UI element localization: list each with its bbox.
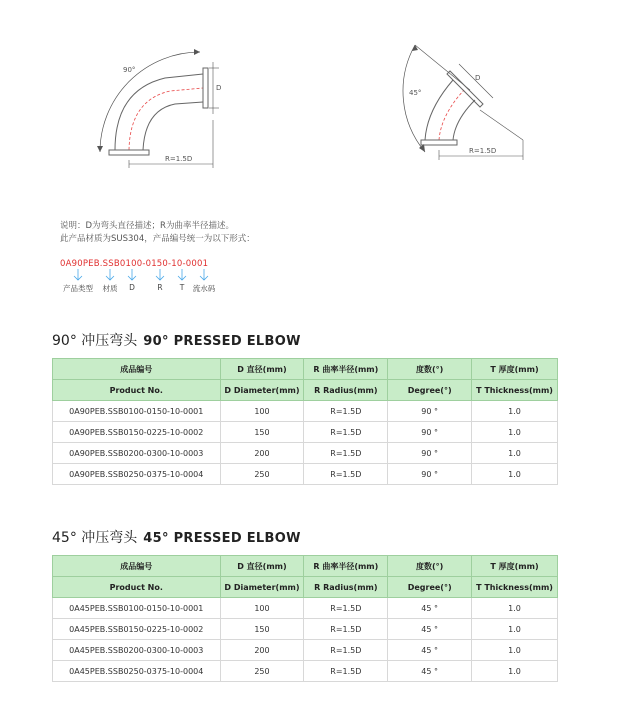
arrow-down-icon	[178, 269, 186, 280]
cell: 150	[220, 619, 304, 640]
cell: 250	[220, 464, 304, 485]
cell: 1.0	[472, 598, 558, 619]
cell: 100	[220, 401, 304, 422]
code-label-material: 材质	[102, 284, 118, 293]
cell: 1.0	[472, 661, 558, 682]
notes	[60, 220, 255, 246]
cell: R=1.5D	[304, 619, 388, 640]
section-90-title	[52, 330, 301, 350]
col-header: D Diameter(mm)	[220, 577, 304, 598]
elbow-45-drawing	[395, 40, 535, 175]
col-header: 度数(°)	[388, 359, 472, 380]
elbow-45-d-label: D	[475, 74, 481, 82]
col-header: T Thickness(mm)	[472, 577, 558, 598]
col-header: D 直径(mm)	[220, 556, 304, 577]
section-45-title-en: 45° PRESSED ELBOW	[143, 531, 301, 546]
arrow-down-icon	[156, 269, 164, 280]
cell: 1.0	[472, 443, 558, 464]
spec-table-90	[52, 358, 558, 485]
col-header: R 曲率半径(mm)	[304, 556, 388, 577]
cell: 90 °	[388, 464, 472, 485]
cell: 100	[220, 598, 304, 619]
elbow-45-angle-label: 45°	[409, 89, 422, 97]
cell: 0A90PEB.SSB0150-0225-10-0002	[53, 422, 221, 443]
col-header: 成品编号	[53, 359, 221, 380]
elbow-90-r-label: R=1.5D	[165, 155, 193, 163]
cell: R=1.5D	[304, 401, 388, 422]
cell: 1.0	[472, 401, 558, 422]
cell: 1.0	[472, 619, 558, 640]
spec-table-45	[52, 555, 558, 682]
table-row	[53, 598, 558, 619]
table-row	[53, 422, 558, 443]
cell: 0A90PEB.SSB0250-0375-10-0004	[53, 464, 221, 485]
table-header-row-cn	[53, 556, 558, 577]
cell: 0A45PEB.SSB0150-0225-10-0002	[53, 619, 221, 640]
table-row	[53, 619, 558, 640]
cell: R=1.5D	[304, 661, 388, 682]
section-45-title-cn: 45° 冲压弯头	[52, 530, 138, 546]
col-header: T 厚度(mm)	[472, 359, 558, 380]
cell: 1.0	[472, 640, 558, 661]
col-header: R Radius(mm)	[304, 577, 388, 598]
col-header: R 曲率半径(mm)	[304, 359, 388, 380]
elbow-45-r-label: R=1.5D	[469, 147, 497, 155]
cell: 200	[220, 640, 304, 661]
code-labels	[60, 283, 230, 295]
cell: R=1.5D	[304, 640, 388, 661]
section-90-title-en: 90° PRESSED ELBOW	[143, 334, 301, 349]
cell: R=1.5D	[304, 443, 388, 464]
cell: 0A45PEB.SSB0200-0300-10-0003	[53, 640, 221, 661]
col-header: Product No.	[53, 380, 221, 401]
section-90-title-cn: 90° 冲压弯头	[52, 333, 138, 349]
code-label-serial: 流水码	[192, 284, 216, 293]
cell: 45 °	[388, 619, 472, 640]
col-header: Degree(°)	[388, 577, 472, 598]
cell: 90 °	[388, 401, 472, 422]
arrow-down-icon	[106, 269, 114, 280]
col-header: Product No.	[53, 577, 221, 598]
table-row	[53, 661, 558, 682]
table-header-row-en	[53, 577, 558, 598]
elbow-90-d-label: D	[216, 84, 222, 92]
note-line-2: 此产品材质为SUS304，产品编号统一为以下形式：	[60, 234, 255, 244]
product-code-example: 0A90PEB.SSB0100-0150-10-0001	[60, 259, 209, 269]
col-header: R Radius(mm)	[304, 380, 388, 401]
col-header: 成品编号	[53, 556, 221, 577]
col-header: T Thickness(mm)	[472, 380, 558, 401]
table-row	[53, 640, 558, 661]
cell: 45 °	[388, 661, 472, 682]
col-header: D 直径(mm)	[220, 359, 304, 380]
cell: R=1.5D	[304, 422, 388, 443]
cell: 90 °	[388, 443, 472, 464]
col-header: Degree(°)	[388, 380, 472, 401]
code-label-r: R	[157, 283, 163, 292]
note-line-1: 说明：D为弯头直径描述；R为曲率半径描述。	[60, 221, 234, 231]
cell: R=1.5D	[304, 464, 388, 485]
cell: 250	[220, 661, 304, 682]
table-row	[53, 401, 558, 422]
cell: 1.0	[472, 464, 558, 485]
elbow-90-drawing	[85, 40, 225, 175]
table-row	[53, 464, 558, 485]
arrow-down-icon	[128, 269, 136, 280]
arrow-down-icon	[200, 269, 208, 280]
code-label-type: 产品类型	[63, 284, 93, 293]
cell: 90 °	[388, 422, 472, 443]
col-header: D Diameter(mm)	[220, 380, 304, 401]
table-row	[53, 443, 558, 464]
cell: 200	[220, 443, 304, 464]
code-label-d: D	[129, 283, 135, 292]
elbow-90-angle-label: 90°	[123, 66, 136, 74]
col-header: T 厚度(mm)	[472, 556, 558, 577]
cell: 0A90PEB.SSB0200-0300-10-0003	[53, 443, 221, 464]
table-header-row-en	[53, 380, 558, 401]
cell: 0A45PEB.SSB0250-0375-10-0004	[53, 661, 221, 682]
cell: 45 °	[388, 640, 472, 661]
arrow-down-icon	[74, 269, 82, 280]
cell: 45 °	[388, 598, 472, 619]
cell: 1.0	[472, 422, 558, 443]
section-45-title	[52, 527, 301, 547]
table-header-row-cn	[53, 359, 558, 380]
cell: 0A90PEB.SSB0100-0150-10-0001	[53, 401, 221, 422]
col-header: 度数(°)	[388, 556, 472, 577]
code-label-t: T	[179, 283, 185, 292]
cell: 150	[220, 422, 304, 443]
cell: R=1.5D	[304, 598, 388, 619]
cell: 0A45PEB.SSB0100-0150-10-0001	[53, 598, 221, 619]
code-arrows	[60, 268, 230, 284]
